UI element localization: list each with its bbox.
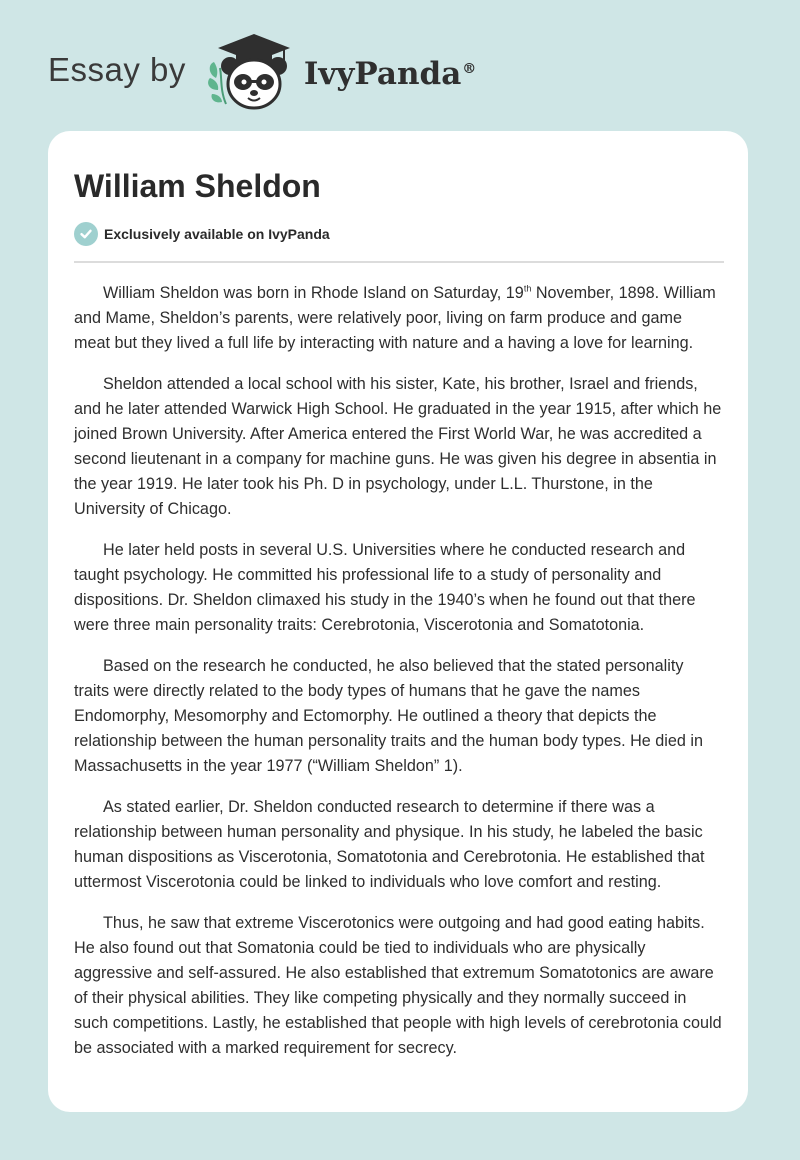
essay-body bbox=[74, 281, 722, 1061]
paragraph-3: He later held posts in several U.S. Universities where he conducted research and taught psychology. He committed his professional life to a study of personality and dispositions. Dr. Sheldon climaxed his study in the 1940’s when he found out that there were three main personality traits: Cerebrotonia, Viscerotonia and Somatotonia. bbox=[74, 541, 696, 634]
badge-text: Exclusively available on IvyPanda bbox=[104, 226, 330, 242]
paragraph-1-end: November, 1898. William and Mame, Sheldon’s parents, were relatively poor, living on farm produce and game meat but they lived a full life by interacting with nature and a having a love for learning. bbox=[74, 284, 716, 352]
brand-header bbox=[48, 32, 476, 112]
page-title: William Sheldon bbox=[74, 168, 321, 204]
ordinal-suffix: th bbox=[523, 283, 532, 294]
brand-prefix: Essay by bbox=[48, 51, 186, 88]
check-glyph bbox=[79, 227, 93, 241]
panda-graduate-icon[interactable] bbox=[204, 32, 296, 112]
paragraph-5: As stated earlier, Dr. Sheldon conducted research to determine if there was a relationship between human personality and physique. In his study, he labeled the basic human dispositions as Viscerotonia, Somatotonia and Cerebrotonia. He established that uttermost Viscerotonia could be linked to individuals who love comfort and resting. bbox=[74, 798, 705, 891]
logo-svg bbox=[204, 32, 296, 112]
exclusive-badge bbox=[74, 221, 722, 247]
paragraph-6: Thus, he saw that extreme Viscerotonics were outgoing and had good eating habits. He also found out that Somatonia could be tied to individuals who are physically aggressive and self-assured. He also established that extremum Somatotonics are aware of their physical abilities. They like competing physically and they normally succeed in such competitions. Lastly, he established that people with high levels of cerebrotonia could be associated with a marked requirement for secrecy. bbox=[74, 914, 722, 1057]
brand-name-text: IvyPanda bbox=[303, 56, 462, 92]
essay-card bbox=[48, 131, 748, 1112]
registered-mark: ® bbox=[462, 60, 477, 77]
paragraph-2: Sheldon attended a local school with his sister, Kate, his brother, Israel and friends, and he later attended Warwick High School. He graduated in the year 1915, after which he joined Brown University. After America entered the First World War, he was accredited a second lieutenant in a company for machine guns. He was given his degree in absentia in the year 1919. He later took his Ph. D in psychology, under L.L. Thurstone, in the University of Chicago. bbox=[74, 375, 722, 518]
paragraph-1 bbox=[74, 281, 722, 356]
check-icon bbox=[74, 222, 98, 246]
brand-name[interactable] bbox=[304, 56, 476, 92]
paragraph-1-start: William Sheldon was born in Rhode Island on Saturday, 19 bbox=[103, 284, 524, 302]
divider bbox=[74, 261, 724, 263]
paragraph-4: Based on the research he conducted, he also believed that the stated personality traits were directly related to the body types of humans that he gave the names Endomorphy, Mesomorphy and Ectomorphy. He outlined a theory that depicts the relationship between the human personality traits and the human body types. He died in Massachusetts in the year 1977 (“William Sheldon” 1). bbox=[74, 657, 704, 775]
